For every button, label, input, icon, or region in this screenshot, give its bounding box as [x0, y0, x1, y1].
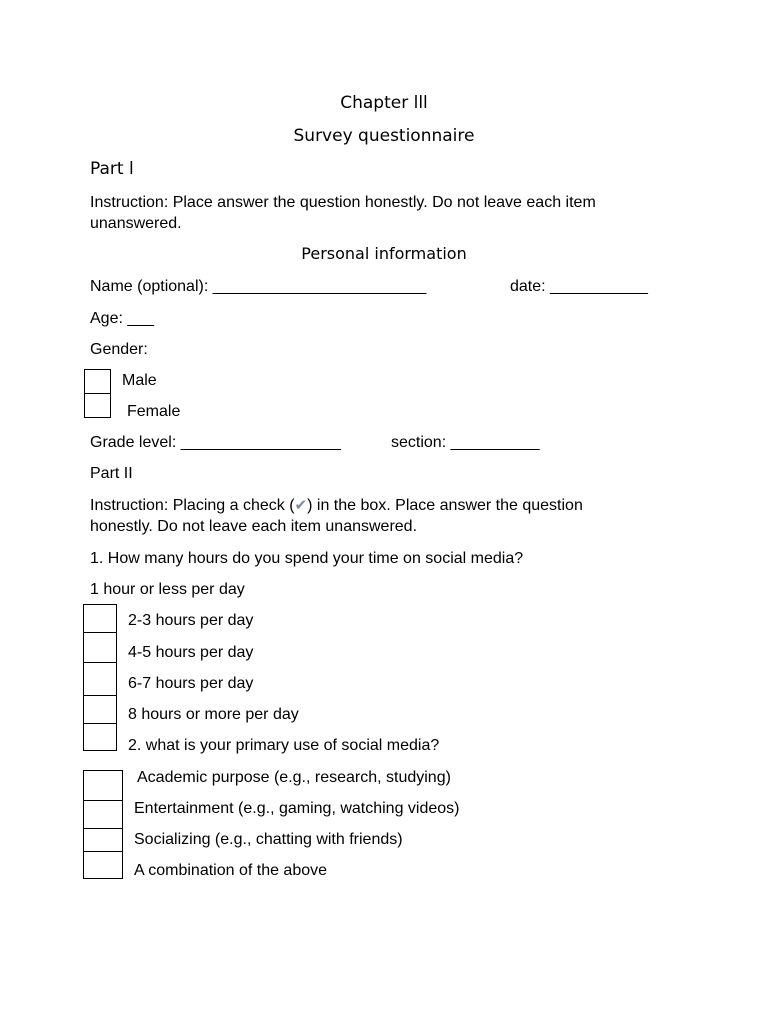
q2-option-label: A combination of the above	[134, 862, 328, 879]
q1-checkbox[interactable]	[83, 723, 117, 751]
part2-instruction-line1	[90, 495, 583, 516]
part2-heading: Part II	[90, 465, 133, 482]
q2-checkbox[interactable]	[83, 770, 123, 801]
part1-heading: Part l	[90, 159, 134, 179]
personal-info-title: Personal information	[301, 244, 467, 263]
part2-instruction-text-b: ) in the box. Place answer the question	[307, 497, 583, 514]
chapter-title: Chapter lll	[340, 93, 428, 113]
gender-male-checkbox[interactable]	[84, 369, 111, 394]
q2-checkbox[interactable]	[83, 800, 123, 829]
q2-option-label: Academic purpose (e.g., research, studying)	[137, 769, 451, 786]
age-field[interactable]: Age: ___	[90, 310, 155, 327]
page-title: Survey questionnaire	[293, 126, 475, 146]
gender-female-checkbox[interactable]	[84, 393, 111, 418]
part2-instruction-text-a: Instruction: Placing a check (	[90, 497, 295, 514]
q1-checkbox[interactable]	[83, 632, 117, 663]
part1-instruction-line1: Instruction: Place answer the question honestly. Do not leave each item	[90, 194, 596, 211]
q1-checkbox[interactable]	[83, 695, 117, 724]
q1-checkbox[interactable]	[83, 604, 117, 633]
q1-option-label: 2-3 hours per day	[128, 612, 254, 629]
q1-option-label: 6-7 hours per day	[128, 675, 254, 692]
gender-female-label: Female	[127, 403, 181, 420]
section-field[interactable]: section: __________	[391, 434, 540, 451]
q1-option-label: 1 hour or less per day	[90, 581, 245, 598]
q2-option-label: Entertainment (e.g., gaming, watching videos)	[134, 800, 460, 817]
gender-label: Gender:	[90, 341, 148, 358]
q2-checkbox[interactable]	[83, 828, 123, 852]
q1-option-label: 8 hours or more per day	[128, 706, 299, 723]
gender-male-label: Male	[122, 372, 157, 389]
q2-checkbox[interactable]	[83, 851, 123, 879]
check-icon: ✔	[294, 497, 308, 514]
date-field[interactable]: date: ___________	[510, 278, 648, 295]
q2-option-label: Socializing (e.g., chatting with friends)	[134, 831, 403, 848]
part2-instruction-line2: honestly. Do not leave each item unanswered.	[90, 518, 418, 535]
q2-question: 2. what is your primary use of social media?	[128, 737, 440, 754]
q1-question: 1. How many hours do you spend your time on social media?	[90, 550, 524, 567]
name-field[interactable]: Name (optional): ________________________	[90, 278, 427, 295]
q1-option-label: 4-5 hours per day	[128, 644, 254, 661]
q1-checkbox[interactable]	[83, 662, 117, 696]
part1-instruction-line2: unanswered.	[90, 215, 182, 232]
grade-level-field[interactable]: Grade level: __________________	[90, 434, 341, 451]
